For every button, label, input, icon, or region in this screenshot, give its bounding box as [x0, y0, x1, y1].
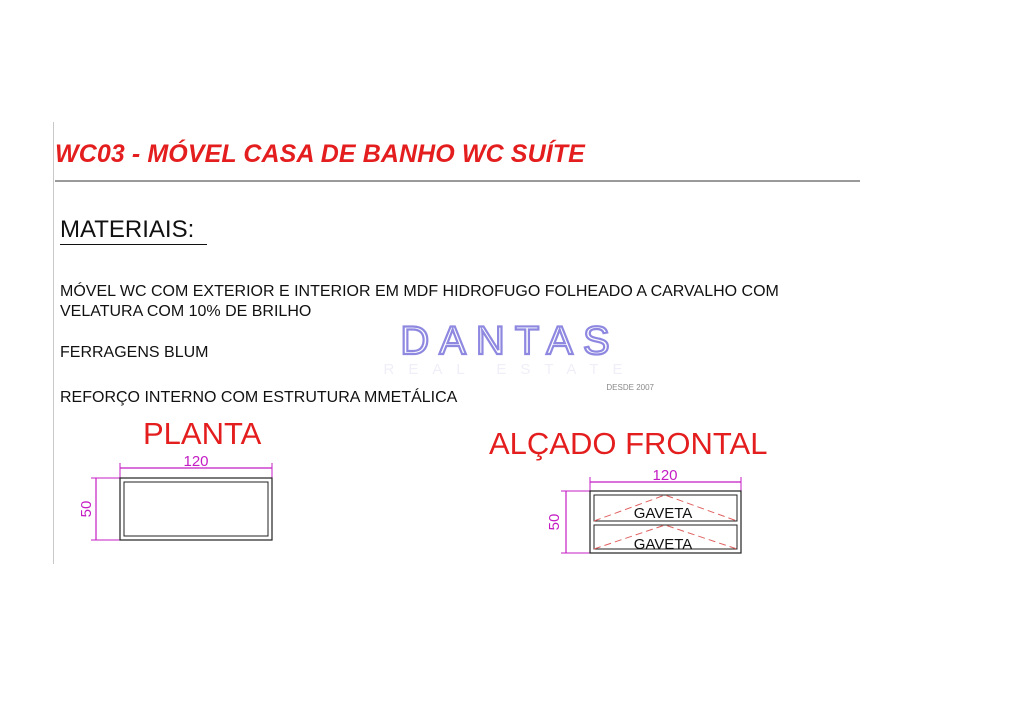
planta-outer-outline — [120, 478, 272, 540]
watermark-subtitle: REAL ESTATE — [383, 361, 637, 378]
planta-width-dim: 120 — [183, 453, 209, 470]
page-title: WC03 - MÓVEL CASA DE BANHO WC SUÍTE — [55, 140, 585, 168]
planta-label: PLANTA — [143, 416, 262, 451]
watermark-brand: DANTAS — [400, 322, 620, 363]
planta-drawing — [78, 453, 272, 540]
planta-depth-dim: 50 — [78, 500, 95, 518]
watermark-since: DESDE 2007 — [606, 383, 654, 392]
materials-heading: MATERIAIS: — [60, 216, 195, 243]
alcado-height-dim: 50 — [546, 513, 563, 531]
materials-line-2: VELATURA COM 10% DE BRILHO — [60, 303, 312, 320]
alcado-drawer-2-label: GAVETA — [633, 536, 693, 553]
alcado-drawer-1-label: GAVETA — [633, 505, 693, 522]
planta-inner-outline — [124, 482, 268, 536]
materials-line-4: REFORÇO INTERNO COM ESTRUTURA MMETÁLICA — [60, 389, 458, 406]
alcado-drawing — [546, 467, 741, 553]
materials-line-1: MÓVEL WC COM EXTERIOR E INTERIOR EM MDF HIDROFUGO FOLHEADO A CARVALHO COM — [60, 283, 779, 300]
materials-line-3: FERRAGENS BLUM — [60, 344, 209, 361]
alcado-label: ALÇADO FRONTAL — [489, 426, 768, 461]
alcado-width-dim: 120 — [652, 467, 678, 484]
